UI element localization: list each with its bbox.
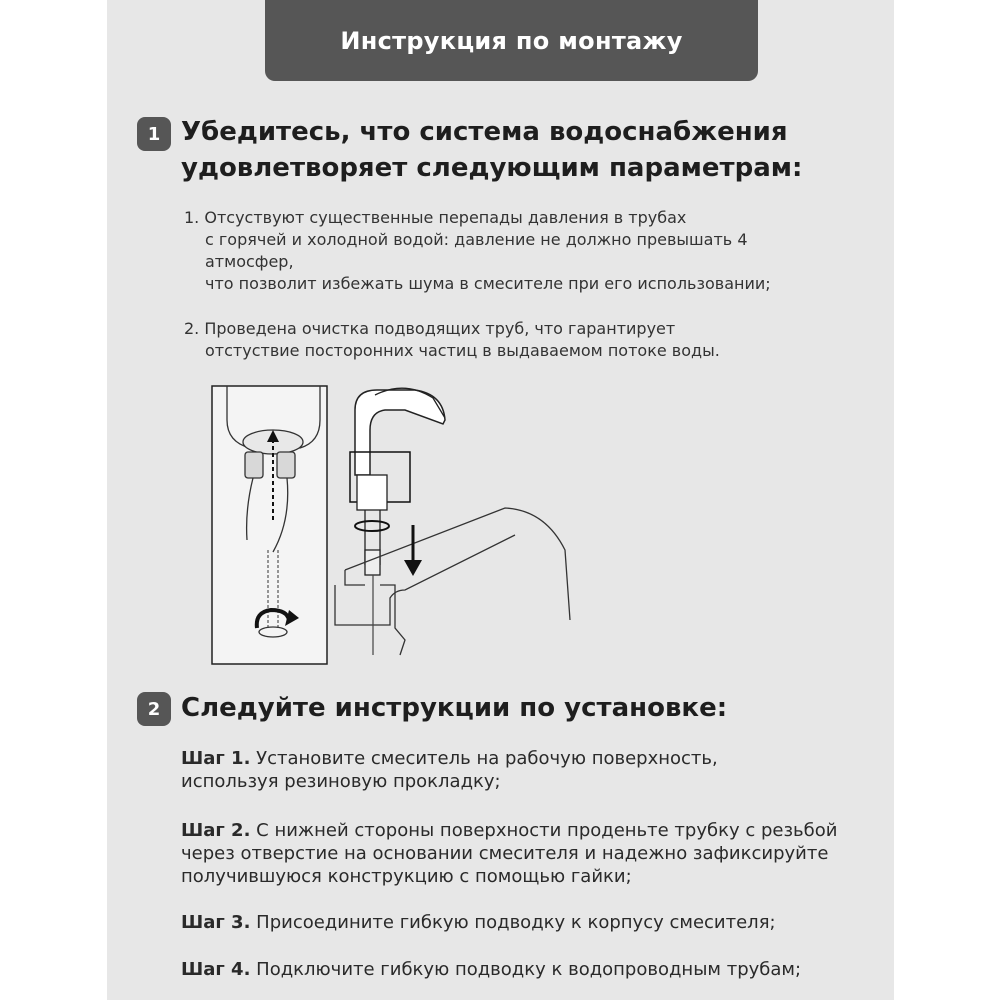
requirement-item-1-line-2: с горячей и холодной водой: давление не должно превышать 4 — [205, 230, 748, 249]
install-step-4-label: Шаг 4. — [181, 959, 251, 980]
section-1-number: 1 — [147, 123, 161, 145]
requirement-item-1 — [184, 207, 771, 295]
page-title-text: Инструкция по монтажу — [340, 26, 683, 55]
install-step-1-label: Шаг 1. — [181, 748, 251, 769]
install-step-1-line-1: Установите смеситель на рабочую поверхность, — [256, 748, 718, 769]
faucet-drawing — [350, 388, 445, 575]
section-1-title-line-2: удовлетворяет следующим параметрам: — [181, 153, 803, 183]
page-title — [265, 0, 758, 81]
install-step-3-label: Шаг 3. — [181, 912, 251, 933]
section-2-title: Следуйте инструкции по установке: — [181, 693, 728, 723]
install-step-2-label: Шаг 2. — [181, 820, 251, 841]
install-step-2 — [181, 819, 837, 888]
install-step-4-line-1: Подключите гибкую подводку к водопроводным трубам; — [256, 959, 802, 980]
section-1-number-badge — [137, 117, 171, 151]
faucet-installation-illustration — [205, 380, 595, 670]
requirement-item-1-number: 1. — [184, 208, 200, 227]
hose-detail-inset — [212, 386, 327, 664]
requirement-item-2 — [184, 318, 720, 362]
section-1-title — [181, 114, 802, 186]
install-step-1 — [181, 747, 718, 793]
install-step-3 — [181, 911, 776, 934]
install-step-3-line-1: Присоедините гибкую подводку к корпусу смесителя; — [256, 912, 776, 933]
requirement-item-1-line-4: что позволит избежать шума в смесителе при его использовании; — [205, 274, 771, 293]
install-step-4 — [181, 958, 801, 981]
down-arrow-icon — [404, 525, 422, 576]
section-2-number: 2 — [147, 698, 161, 720]
install-step-1-line-2: используя резиновую прокладку; — [181, 771, 501, 792]
section-1-title-line-1: Убедитесь, что система водоснабжения — [181, 117, 788, 147]
requirement-item-2-line-1: Проведена очистка подводящих труб, что гарантирует — [204, 319, 676, 338]
requirement-item-2-line-2: отстуствие посторонних частиц в выдаваемом потоке воды. — [205, 341, 720, 360]
section-2-number-badge — [137, 692, 171, 726]
install-step-2-line-2: через отверстие на основании смесителя и надежно зафиксируйте — [181, 843, 829, 864]
requirement-item-1-line-3: атмосфер, — [205, 252, 294, 271]
requirement-item-1-line-1: Отсуствуют существенные перепады давления в трубах — [204, 208, 687, 227]
requirement-item-2-number: 2. — [184, 319, 200, 338]
install-step-2-line-3: получившуюся конструкцию с помощью гайки; — [181, 866, 632, 887]
install-step-2-line-1: С нижней стороны поверхности проденьте трубку с резьбой — [256, 820, 838, 841]
